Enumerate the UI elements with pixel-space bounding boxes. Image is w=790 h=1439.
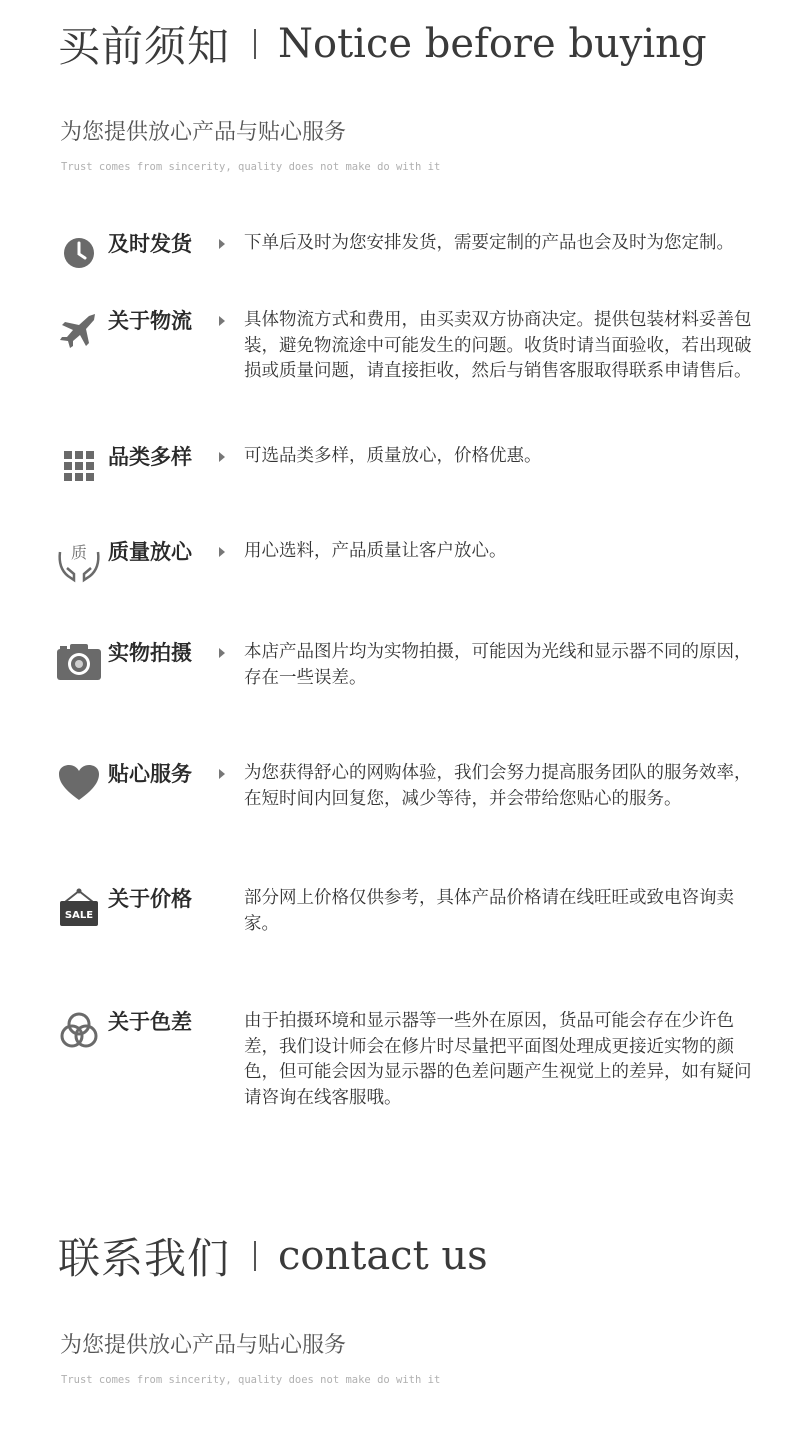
item-description: 本店产品图片均为实物拍摄，可能因为光线和显示器不同的原因，存在一些误差。 <box>244 642 752 688</box>
item-label: 质量放心 <box>108 540 192 564</box>
airplane-icon <box>56 307 102 353</box>
item-label: 关于物流 <box>108 309 192 333</box>
title-divider <box>254 1241 256 1271</box>
chevron-right-icon <box>219 547 225 557</box>
chevron-right-icon <box>219 316 225 326</box>
notice-title-en: Notice before buying <box>278 21 707 67</box>
quality-char: 质 <box>70 543 88 562</box>
item-label: 及时发货 <box>108 232 192 256</box>
item-label: 关于价格 <box>108 887 192 911</box>
item-description: 可选品类多样，质量放心，价格优惠。 <box>244 446 542 466</box>
contact-subtitle: 为您提供放心产品与贴心服务 <box>60 1333 347 1358</box>
contact-title-cn: 联系我们 <box>58 1234 231 1283</box>
quality-hands-icon <box>56 538 102 584</box>
item-description: 具体物流方式和费用，由买卖双方协商决定。提供包装材料妥善包装，避免物流途中可能发生的问题。收货时请当面验收，若出现破损或质量问题，请直接拒收，然后与销售客服取得联系申请售后。 <box>244 310 752 381</box>
contact-title-en: contact us <box>278 1233 488 1279</box>
item-description: 用心选料，产品质量让客户放心。 <box>244 541 507 561</box>
item-description: 下单后及时为您安排发货，需要定制的产品也会及时为您定制。 <box>244 233 734 253</box>
grid-icon <box>56 443 102 489</box>
item-label: 实物拍摄 <box>108 641 192 665</box>
chevron-right-icon <box>219 452 225 462</box>
chevron-right-icon <box>219 648 225 658</box>
item-description: 由于拍摄环境和显示器等一些外在原因，货品可能会存在少许色差，我们设计师会在修片时尽量把平面图处理成更接近实物的颜色，但可能会因为显示器的色差问题产生视觉上的差异，如有疑问请咨询在线客服哦。 <box>244 1011 752 1108</box>
camera-icon <box>56 639 102 685</box>
notice-subtitle: 为您提供放心产品与贴心服务 <box>60 120 347 145</box>
chevron-right-icon <box>219 239 225 249</box>
notice-title <box>58 14 707 74</box>
title-divider <box>254 29 256 59</box>
contact-tagline: Trust comes from sincerity, quality does not make do with it <box>61 1374 441 1386</box>
notice-tagline: Trust comes from sincerity, quality does not make do with it <box>61 161 441 173</box>
sale-sign-icon <box>56 885 102 931</box>
item-label: 品类多样 <box>108 445 192 469</box>
clock-icon <box>56 230 102 276</box>
chevron-right-icon <box>219 769 225 779</box>
item-label: 关于色差 <box>108 1010 192 1034</box>
item-label: 贴心服务 <box>108 762 192 786</box>
sale-text: SALE <box>64 910 94 921</box>
item-description: 部分网上价格仅供参考，具体产品价格请在线旺旺或致电咨询卖家。 <box>244 888 734 934</box>
contact-title <box>58 1226 488 1286</box>
color-circles-icon <box>56 1008 102 1054</box>
notice-title-cn: 买前须知 <box>58 22 231 71</box>
item-description: 为您获得舒心的网购体验，我们会努力提高服务团队的服务效率，在短时间内回复您，减少等待，并会带给您贴心的服务。 <box>244 763 752 809</box>
heart-icon <box>56 760 102 806</box>
